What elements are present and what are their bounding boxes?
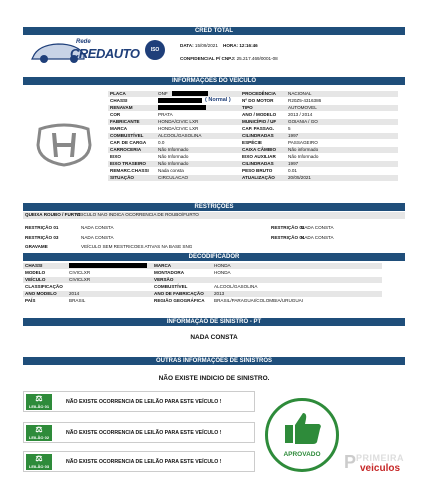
decod-field-value: ALCOOL/GASOLINA (214, 284, 258, 289)
thumbs-up-icon (283, 411, 323, 445)
decod-field-label: MARCA (154, 263, 172, 268)
brand-top: Rede (76, 39, 91, 45)
veiculo-field-label: COMBUSTÍVEL (110, 133, 144, 138)
decod-field-value: HONDA (214, 270, 231, 275)
sinistro-bar: INFORMAÇÃO DE SINISTRO - PT (23, 318, 405, 326)
veiculo-field-value: AUTOMOVEL (288, 105, 317, 110)
decod-field-value: HONDA (214, 263, 231, 268)
hammer-icon: ⚖ LEILÃO 03 (26, 454, 52, 470)
decod-field-label: VEÍCULO (25, 277, 46, 282)
veiculo-field-label: ATUALIZAÇÃO (242, 175, 275, 180)
veiculo-bar: INFORMAÇÕES DO VEÍCULO (23, 77, 405, 85)
veiculo-field-label: CARROCERIA (110, 147, 142, 152)
veiculo-field-value: 1997 (288, 161, 299, 166)
redaction (69, 263, 147, 268)
veiculo-field-label: CHASSI (110, 98, 128, 103)
veiculo-field-value: Nada consta (158, 168, 184, 173)
veiculo-field-label: MUNICÍPIO / UF (242, 119, 277, 124)
veiculo-field-value: ONF (158, 91, 168, 96)
veiculo-field-row (240, 168, 398, 174)
veiculo-field-value: NACIONAL (288, 91, 312, 96)
decod-field-row (23, 291, 164, 297)
veiculo-field-value: PASSAGEIRO (288, 140, 318, 145)
decod-field-label: MONTADORA (154, 270, 185, 275)
watermark-p-icon: P (344, 452, 357, 472)
decod-field-label: CHASSI (25, 263, 43, 268)
restricao-row-1: RESTRIÇÃO 01 NADA CONSTA RESTRIÇÃO 02NADA CONSTA (25, 225, 334, 230)
veiculo-field-label: FABRICANTE (110, 119, 140, 124)
decod-field-value: 2013 (214, 291, 225, 296)
decod-field-value: CIVICLXR (69, 277, 91, 282)
decod-field-row (152, 270, 382, 276)
decod-field-row (152, 277, 382, 283)
decod-field-row (23, 284, 164, 290)
veiculo-field-row (240, 98, 398, 104)
decod-field-label: COMBUSTÍVEL (154, 284, 188, 289)
veiculo-field-label: EIXO TRASEIRO (110, 161, 146, 166)
decod-field-value: 2014 (69, 291, 80, 296)
leilao-row-2: ⚖ LEILÃO 02 NÃO EXISTE OCORRENCIA DE LEILÃO PARA ESTE VEÍCULO ! (23, 422, 255, 443)
veiculo-field-value: 5 (288, 126, 291, 131)
veiculo-field-row (108, 140, 248, 146)
veiculo-field-label: MARCA (110, 126, 128, 131)
veiculo-field-value: Não Informado (158, 154, 189, 159)
veiculo-field-label: CAIXA CÂMBIO (242, 147, 277, 152)
hammer-icon: ⚖ LEILÃO 01 (26, 394, 52, 410)
veiculo-field-value: R20Z5-4316386 (288, 98, 322, 103)
veiculo-field-label: REMARC.CHASSI (110, 168, 149, 173)
veiculo-field-label: ANO / MODELO (242, 112, 277, 117)
gravame-row: GRAVAME VEÍCULO SEM RESTRICOES ATIVAS NA BASE SNG (25, 244, 193, 249)
veiculo-field-value: HONDA/CIVIC LXR (158, 126, 199, 131)
watermark: P PRIMEIRA veiculos (344, 452, 405, 474)
veiculo-field-label: TIPO (242, 105, 253, 110)
veiculo-field-row (108, 126, 248, 132)
confidencial-row: CONFIDENCIAL P/ CNPJ: 25.217.469/0001-08 (180, 56, 278, 61)
outras-text: NÃO EXISTE INDICIO DE SINISTRO. (158, 375, 270, 382)
veiculo-field-row (240, 147, 398, 153)
leilao-row-3: ⚖ LEILÃO 03 NÃO EXISTE OCORRENCIA DE LEILÃO PARA ESTE VEÍCULO ! (23, 451, 255, 472)
veiculo-field-label: ESPÉCIE (242, 140, 262, 145)
veiculo-field-value: HONDA/CIVIC LXR (158, 119, 199, 124)
brand-name: CREDAUTO (70, 46, 140, 61)
veiculo-field-row (240, 91, 398, 97)
decod-field-label: PAÍS (25, 298, 36, 303)
data-row: DATA: 15/09/2021 HORA: 12:16:46 (180, 43, 258, 48)
decod-field-label: CLASSIFICAÇÃO (25, 284, 63, 289)
iso-badge: ISO (145, 40, 165, 60)
veiculo-field-row (108, 168, 248, 174)
veiculo-field-row (240, 161, 398, 167)
restricoes-bar: RESTRIÇÕES (23, 203, 405, 211)
veiculo-field-label: PLACA (110, 91, 126, 96)
chassi-status: ( Normal ) (205, 97, 231, 103)
veiculo-field-label: RENAVAM (110, 105, 133, 110)
veiculo-field-label: EIXO AUXILIAR (242, 154, 276, 159)
veiculo-field-label: PESO BRUTO (242, 168, 273, 173)
veiculo-field-value: 0.01 (288, 168, 297, 173)
veiculo-field-row (240, 119, 398, 125)
decod-field-row (152, 263, 382, 269)
decod-field-value: CIVICLXR (69, 270, 91, 275)
veiculo-field-row (240, 175, 398, 181)
decod-field-row (152, 291, 382, 297)
veiculo-field-row (108, 133, 248, 139)
decod-field-label: ANO MODELO (25, 291, 57, 296)
decod-bar: DECODIFICADOR (23, 253, 405, 261)
sinistro-text: NADA CONSTA (190, 334, 238, 341)
decod-field-value: BRASIL/PARAGUAI/COLOMBIA/URUGUAI (214, 298, 304, 303)
decod-field-row (152, 298, 382, 304)
veiculo-field-row (240, 140, 398, 146)
decod-field-row (23, 298, 164, 304)
restricao-row-2: RESTRIÇÃO 03 NADA CONSTA RESTRIÇÃO 04NADA CONSTA (25, 235, 334, 240)
decod-field-row (23, 277, 164, 283)
veiculo-field-row (240, 154, 398, 160)
veiculo-field-label: CAP. PASSAG. (242, 126, 274, 131)
veiculo-field-value: 0.0 (158, 140, 165, 145)
veiculo-field-value: 2013 / 2014 (288, 112, 313, 117)
hammer-icon: ⚖ LEILÃO 02 (26, 425, 52, 441)
redaction (158, 98, 202, 103)
veiculo-field-value: ALCOOL/GASOLINA (158, 133, 202, 138)
veiculo-field-row (108, 161, 248, 167)
veiculo-field-row (240, 105, 398, 111)
veiculo-field-label: PROCEDÊNCIA (242, 91, 276, 96)
veiculo-field-label: COR (110, 112, 121, 117)
veiculo-field-label: SITUAÇÃO (110, 175, 134, 180)
outras-bar: OUTRAS INFORMAÇÕES DE SINISTROS (23, 357, 405, 365)
decod-field-label: MODELO (25, 270, 46, 275)
leilao-row-1: ⚖ LEILÃO 01 NÃO EXISTE OCORRENCIA DE LEILÃO PARA ESTE VEÍCULO ! (23, 391, 255, 412)
veiculo-field-value: 20/05/2021 (288, 175, 311, 180)
veiculo-field-row (108, 119, 248, 125)
decod-field-label: VERSÃO (154, 277, 174, 282)
honda-logo (23, 90, 105, 200)
veiculo-field-value: GOIANIA / GO (288, 119, 318, 124)
redaction (172, 91, 208, 96)
veiculo-field-value: Não Informado (158, 147, 189, 152)
veiculo-field-row (108, 147, 248, 153)
veiculo-field-value: PRATA (158, 112, 173, 117)
decod-field-value: BRASIL (69, 298, 86, 303)
decod-field-label: REGIÃO GEOGRÁFICA (154, 298, 205, 303)
decod-field-row (152, 284, 382, 290)
aprovado-badge: APROVADO (265, 398, 339, 472)
veiculo-field-value: Não Informado (288, 154, 319, 159)
decod-field-label: ANO DE FABRICAÇÃO (154, 291, 204, 296)
veiculo-field-label: CILINDRADAS (242, 133, 274, 138)
redaction (158, 105, 206, 110)
decod-field-row (23, 270, 164, 276)
cred-total-bar: CRED TOTAL (23, 27, 405, 35)
veiculo-field-row (240, 112, 398, 118)
honda-h-icon (36, 123, 92, 167)
veiculo-field-row (240, 133, 398, 139)
queixa-row: QUEIXA ROUBO / FURTOVEICULO NAO INDICA OCORRENCIA DE ROUBO/FURTO (23, 212, 405, 219)
veiculo-field-value: Não informado (288, 147, 319, 152)
veiculo-field-row (108, 175, 248, 181)
veiculo-field-label: CAP. DE CARGA (110, 140, 147, 145)
veiculo-field-row (240, 126, 398, 132)
veiculo-field-value: CIRCULACAO (158, 175, 189, 180)
veiculo-field-value: Não Informado (158, 161, 189, 166)
veiculo-field-row (108, 112, 248, 118)
veiculo-field-label: CILINDRADAS (242, 161, 274, 166)
veiculo-field-value: 1997 (288, 133, 299, 138)
veiculo-field-label: EIXO (110, 154, 121, 159)
veiculo-field-label: Nº DO MOTOR (242, 98, 274, 103)
veiculo-field-row (108, 154, 248, 160)
